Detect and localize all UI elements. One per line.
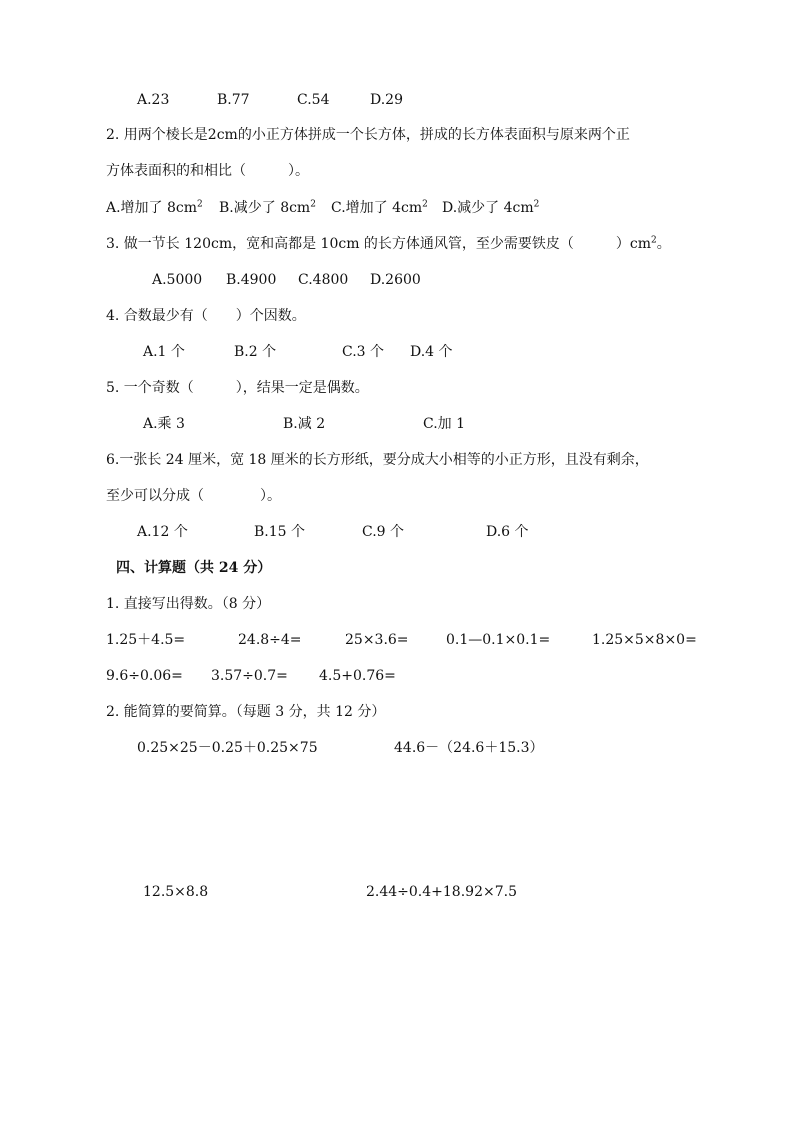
q2-option-d: D.减少了 $4cm^2$ bbox=[442, 199, 540, 216]
calc-item: 3.57÷0.7= bbox=[211, 668, 288, 684]
q6-option-a: A.12 个 bbox=[137, 524, 188, 540]
q2-text-line2: 方体表面积的和相比（ ）。 bbox=[106, 163, 309, 179]
q6-text-line2: 至少可以分成（ ）。 bbox=[106, 488, 281, 504]
q3-option-c: C.4800 bbox=[298, 272, 349, 288]
q1-option-a: A.23 bbox=[137, 92, 170, 108]
q3-option-a: A.5000 bbox=[152, 272, 203, 288]
q2-option-a: A.增加了 $8cm^2$ bbox=[106, 199, 203, 216]
q5-option-a: A.乘 3 bbox=[143, 416, 185, 432]
q2-option-c: C.增加了 $4cm^2$ bbox=[331, 199, 428, 216]
q6-option-c: C.9 个 bbox=[362, 524, 405, 540]
q3-text: 3. 做一节长 120cm，宽和高都是 10cm 的长方体通风管，至少需要铁皮（ ）$cm^2$。 bbox=[106, 235, 671, 252]
calc-item: 0.1—0.1×0.1= bbox=[446, 632, 551, 648]
simplify-item: 0.25×25－0.25＋0.25×75 bbox=[137, 740, 318, 756]
q1-option-c: C.54 bbox=[297, 92, 330, 108]
q6-option-b: B.15 个 bbox=[254, 524, 306, 540]
part-2-title: 2. 能简算的要简算。（每题 3 分，共 12 分） bbox=[106, 704, 386, 720]
q3-option-b: B.4900 bbox=[226, 272, 277, 288]
calc-item: 1.25＋4.5= bbox=[106, 632, 186, 648]
q1-option-d: D.29 bbox=[370, 92, 403, 108]
simplify-item: 2.44÷0.4+18.92×7.5 bbox=[366, 884, 517, 900]
q6-option-d: D.6 个 bbox=[486, 524, 529, 540]
calc-item: 9.6÷0.06= bbox=[106, 668, 183, 684]
q1-option-b: B.77 bbox=[217, 92, 250, 108]
calc-item: 1.25×5×8×0= bbox=[592, 632, 697, 648]
q5-text: 5. 一个奇数（ ），结果一定是偶数。 bbox=[106, 380, 369, 396]
q6-text-line1: 6.一张长 24 厘米，宽 18 厘米的长方形纸，要分成大小相等的小正方形，且没有剩余， bbox=[106, 452, 649, 468]
q4-option-a: A.1 个 bbox=[143, 344, 185, 360]
q4-option-d: D.4 个 bbox=[410, 344, 453, 360]
section-4-title: 四、计算题（共 24 分） bbox=[116, 560, 272, 576]
calc-item: 25×3.6= bbox=[345, 632, 409, 648]
q4-option-b: B.2 个 bbox=[234, 344, 277, 360]
q3-option-d: D.2600 bbox=[370, 272, 421, 288]
q2-option-b: B.减少了 $8cm^2$ bbox=[219, 199, 316, 216]
calc-item: 24.8÷4= bbox=[238, 632, 302, 648]
calc-item: 4.5+0.76= bbox=[319, 668, 396, 684]
simplify-item: 12.5×8.8 bbox=[143, 884, 209, 900]
q4-option-c: C.3 个 bbox=[342, 344, 385, 360]
part-1-title: 1. 直接写出得数。（8 分） bbox=[106, 596, 271, 612]
q5-option-b: B.减 2 bbox=[283, 416, 326, 432]
q5-option-c: C.加 1 bbox=[423, 416, 466, 432]
q4-text: 4. 合数最少有（ ）个因数。 bbox=[106, 308, 306, 324]
q2-text-line1: 2. 用两个棱长是2cm的小正方体拼成一个长方体，拼成的长方体表面积与原来两个正 bbox=[106, 127, 630, 143]
simplify-item: 44.6－（24.6＋15.3） bbox=[394, 740, 544, 756]
